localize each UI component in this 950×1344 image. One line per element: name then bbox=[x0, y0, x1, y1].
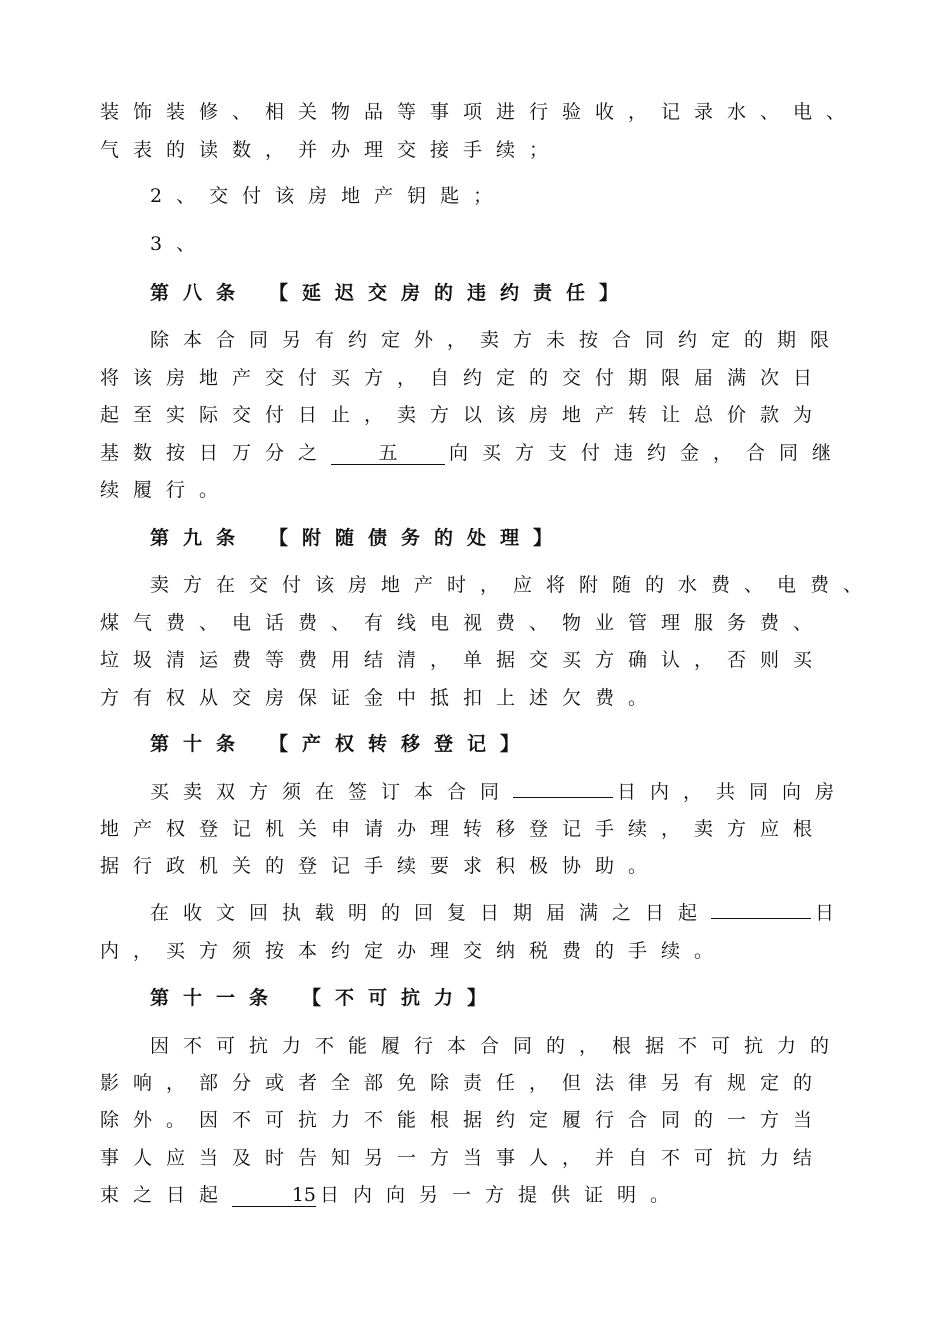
fill-in-blank: 五 bbox=[331, 442, 445, 465]
paragraph-line: 气表的读数，并办理交接手续； bbox=[100, 139, 563, 161]
article-title: 【不可抗力】 bbox=[302, 987, 501, 1009]
article-title: 【产权转移登记】 bbox=[269, 733, 534, 755]
text-segment: 在收文回执载明的回复日期届满之日起 bbox=[150, 902, 712, 924]
paragraph-line bbox=[100, 1182, 860, 1208]
article-title: 【延迟交房的违约责任】 bbox=[269, 282, 633, 304]
paragraph-line: 事人应当及时告知另一方当事人，并自不可抗力结 bbox=[100, 1147, 827, 1169]
paragraph-line: 装饰装修、相关物品等事项进行验收，记录水、电、 bbox=[100, 101, 860, 123]
paragraph-line: 除本合同另有约定外，卖方未按合同约定的期限 bbox=[150, 329, 844, 351]
text-segment: 日内向另一方提供证明。 bbox=[320, 1184, 684, 1206]
paragraph-line: 垃圾清运费等费用结清，单据交买方确认，否则买 bbox=[100, 649, 827, 671]
paragraph-line: 地产权登记机关申请办理转移登记手续，卖方应根 bbox=[100, 818, 827, 840]
paragraph-line: 煤气费、电话费、有线电视费、物业管理服务费、 bbox=[100, 612, 827, 634]
paragraph-line: 因不可抗力不能履行本合同的，根据不可抗力的 bbox=[150, 1035, 844, 1057]
fill-in-blank bbox=[711, 918, 811, 919]
list-item: 3、 bbox=[150, 233, 210, 255]
article-number: 第九条 bbox=[150, 527, 250, 549]
paragraph-line: 卖方在交付该房地产时，应将附随的水费、电费、 bbox=[150, 574, 877, 596]
text-segment: 束之日起 bbox=[100, 1184, 233, 1206]
paragraph-line: 将该房地产交付买方，自约定的交付期限届满次日 bbox=[100, 367, 827, 389]
fill-in-blank: 15 bbox=[232, 1184, 316, 1207]
article-heading-8 bbox=[150, 280, 910, 306]
paragraph-line: 方有权从交房保证金中抵扣上述欠费。 bbox=[100, 687, 662, 709]
article-heading-11 bbox=[150, 985, 910, 1011]
text-segment: 向买方支付违约金，合同继 bbox=[449, 442, 846, 464]
text-segment: 买卖双方须在签订本合同 bbox=[150, 781, 514, 803]
text-segment: 日 bbox=[815, 902, 849, 924]
paragraph-line: 影响，部分或者全部免除责任，但法律另有规定的 bbox=[100, 1072, 827, 1094]
paragraph-line: 起至实际交付日止，卖方以该房地产转让总价款为 bbox=[100, 404, 827, 426]
paragraph-line: 内，买方须按本约定办理交纳税费的手续。 bbox=[100, 940, 728, 962]
list-item: 2、交付该房地产钥匙； bbox=[150, 185, 507, 207]
article-title: 【附随债务的处理】 bbox=[269, 527, 567, 549]
paragraph-line bbox=[150, 779, 850, 805]
article-heading-9 bbox=[150, 525, 910, 551]
article-heading-10 bbox=[150, 731, 910, 757]
text-segment: 基数按日万分之 bbox=[100, 442, 332, 464]
article-number: 第十条 bbox=[150, 733, 250, 755]
paragraph-line: 据行政机关的登记手续要求积极协助。 bbox=[100, 855, 662, 877]
text-segment: 日内，共同向房 bbox=[617, 781, 849, 803]
paragraph-line: 除外。因不可抗力不能根据约定履行合同的一方当 bbox=[100, 1109, 827, 1131]
paragraph-line bbox=[100, 440, 860, 466]
fill-in-blank bbox=[513, 797, 613, 798]
paragraph-line: 续履行。 bbox=[100, 479, 233, 501]
paragraph-line bbox=[150, 900, 850, 926]
article-number: 第十一条 bbox=[150, 987, 283, 1009]
article-number: 第八条 bbox=[150, 282, 250, 304]
